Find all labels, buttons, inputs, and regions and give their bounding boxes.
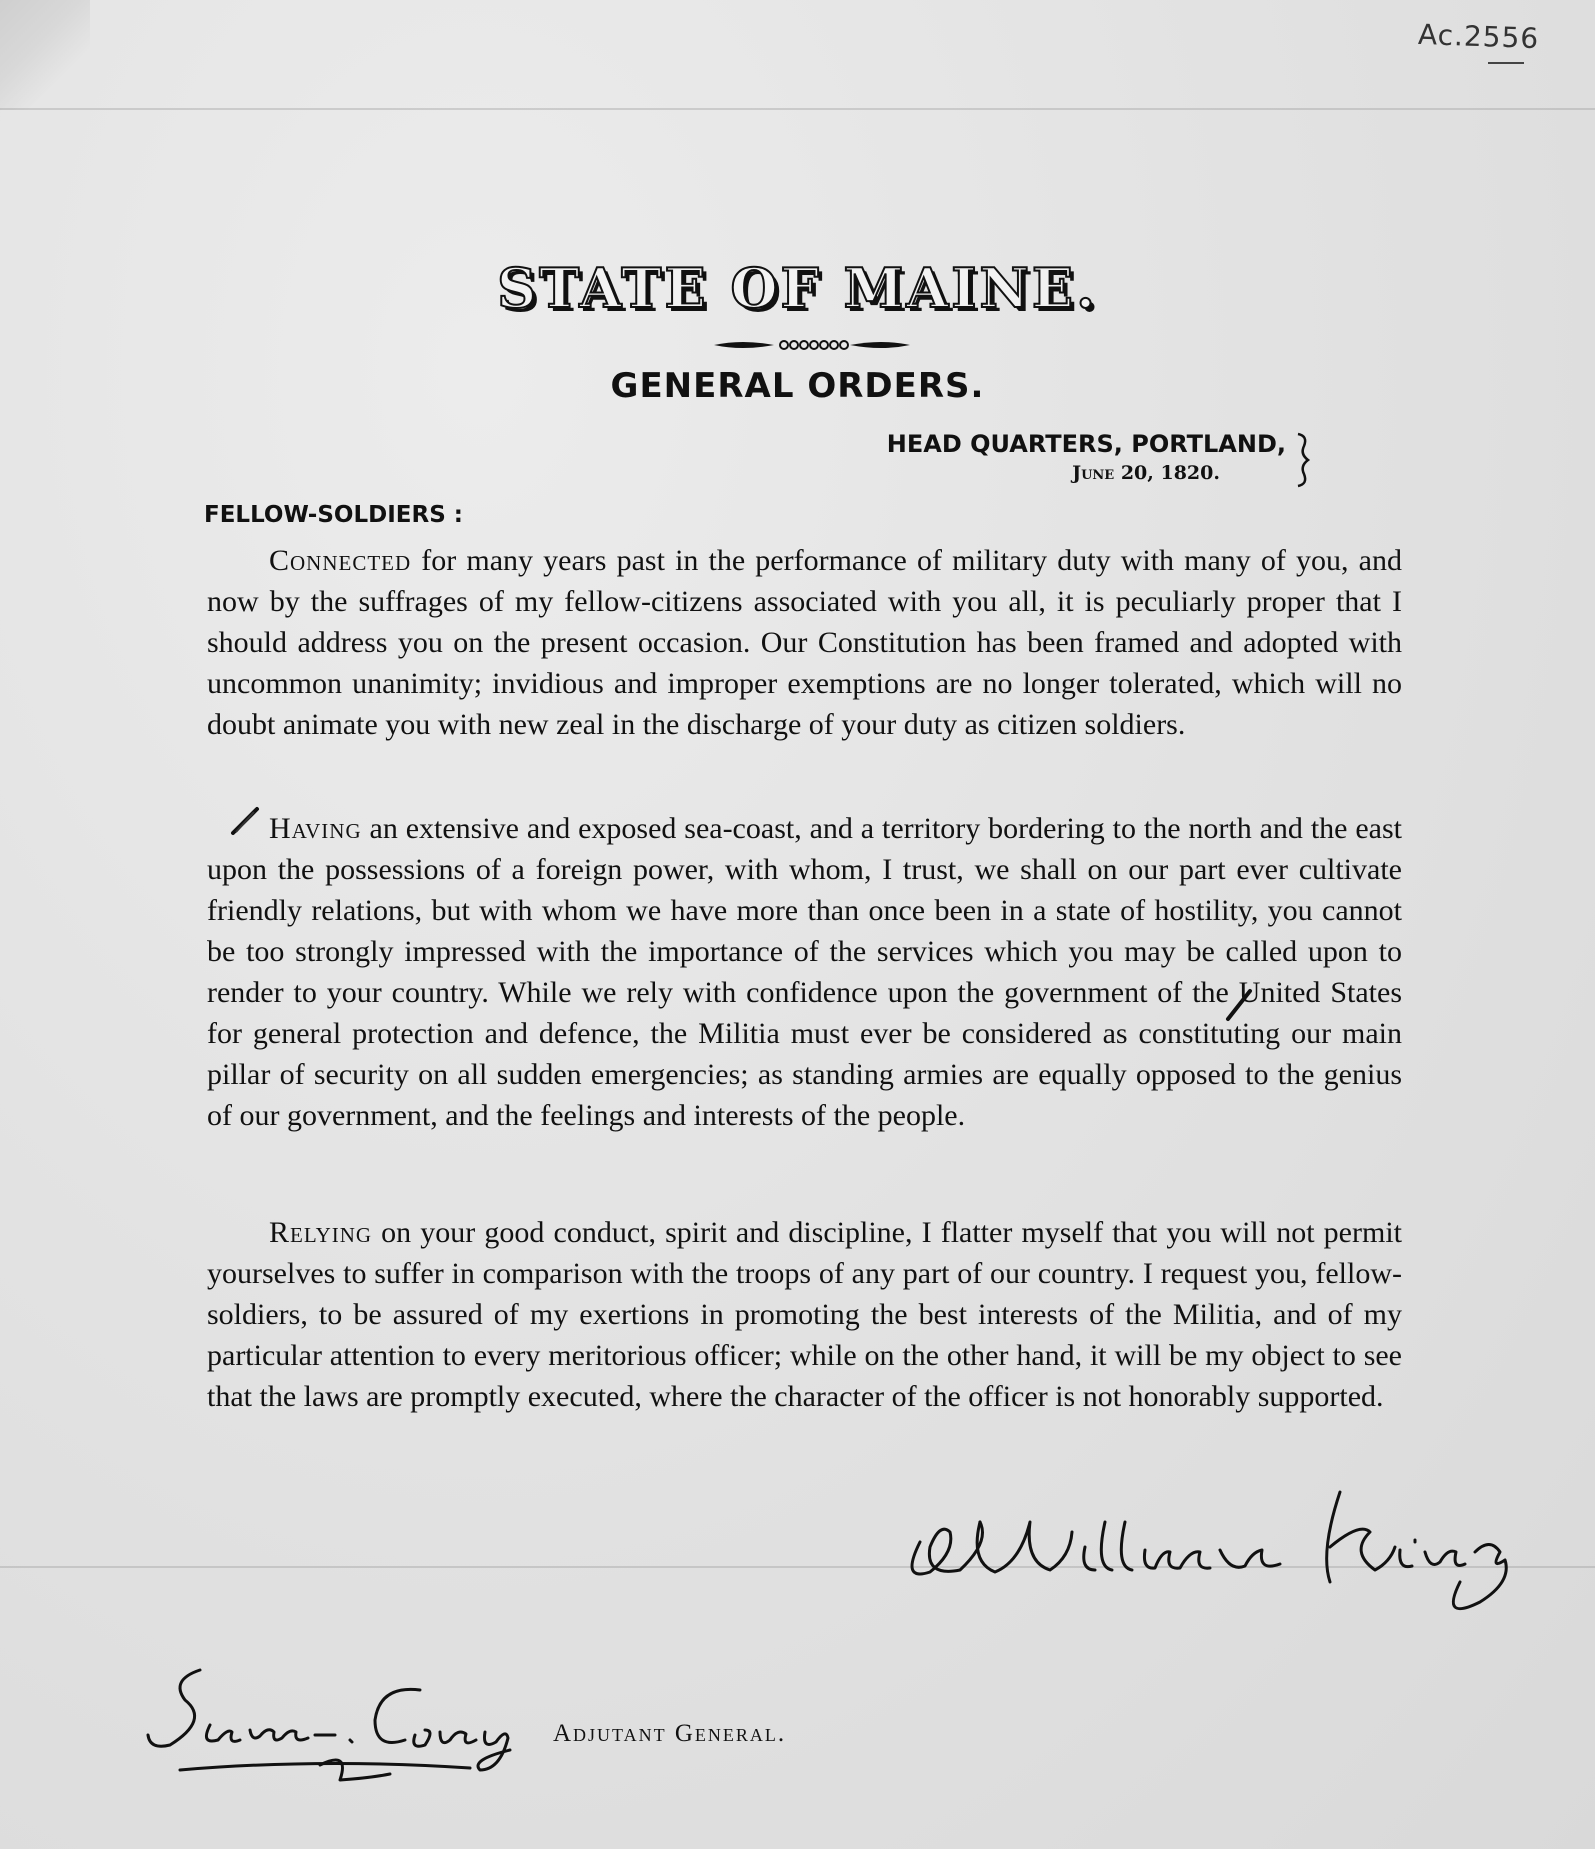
headquarters-location: HEAD QUARTERS, PORTLAND,: [886, 430, 1286, 458]
paragraph: Relying on your good conduct, spirit and discipline, I flatter myself that you will not permit yourselves to suffer in comparison with the troops of any part of our country. I request you, fellow-soldiers, to be assured of my exertions in promoting the best interests of the Militia, and of my particular attention to every meritorious officer; while on the other hand, it will be my object to see that the laws are promptly executed, where the character of the officer is not honorably supported.: [207, 1216, 1402, 1413]
paragraph: Connected for many years past in the performance of military duty with many of you, and now by the suffrages of my fellow-citizens associated with you all, it is peculiarly proper that I should address you on the present occasion. Our Constitution has been framed and adopted with uncommon unanimity; invidious and improper exemptions are no longer tolerated, which will no doubt animate you with new zeal in the discharge of your duty as citizen soldiers.: [207, 544, 1402, 741]
document-subtitle: GENERAL ORDERS.: [610, 366, 985, 406]
signature-sam-cony: [140, 1640, 540, 1790]
salutation: FELLOW-SOLDIERS :: [204, 502, 463, 528]
headquarters-date: June 20, 1820.: [1072, 462, 1220, 484]
adjutant-title: Adjutant General.: [553, 1720, 787, 1747]
signature-william-king: [900, 1452, 1540, 1632]
pen-mark-icon: [1224, 988, 1254, 1022]
paragraph: Having an extensive and exposed sea-coast, and a territory bordering to the north and the east upon the possessions of a foreign power, with whom, I trust, we shall on our part ever cultivate friendly relations, but with whom we have more than once been in a state of hostility, you cannot be too strongly impressed with the importance of the services which you may be called upon to render to your country. While we rely with confidence upon the government of the United States for general protection and defence, the Militia must ever be considered as constituting our main pillar of security on all sudden emergencies; as standing armies are equally opposed to the genius of our government, and the feelings and interests of the people.: [207, 812, 1402, 1132]
ornament-divider: [712, 335, 912, 355]
brace-mark: [1292, 430, 1316, 490]
torn-corner: [0, 0, 90, 110]
document-title: STATE OF MAINE.: [497, 256, 1098, 320]
fold-line: [0, 108, 1595, 110]
catalog-number: Ac.2556: [1417, 17, 1540, 56]
catalog-underline: [1488, 62, 1524, 64]
